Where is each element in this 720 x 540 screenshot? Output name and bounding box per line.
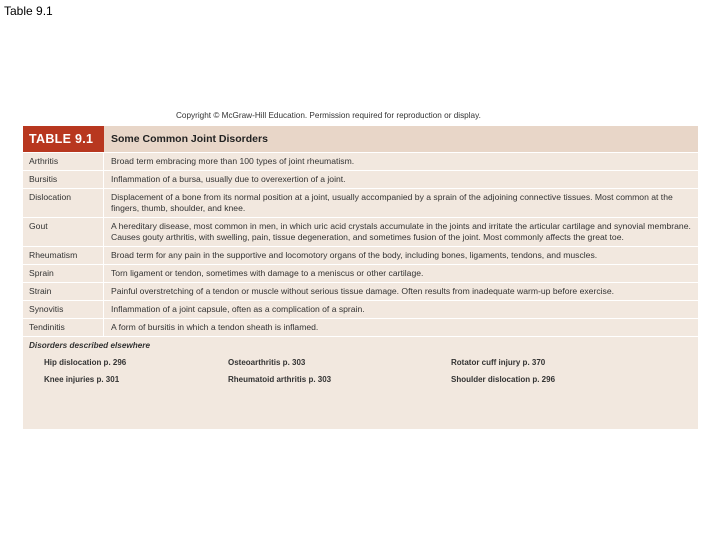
disorder-definition: Painful overstretching of a tendon or muscle without serious tissue damage. Often results from inadequate warm-up before exercise. [111, 286, 614, 296]
disorder-definition: A hereditary disease, most common in men, in which uric acid crystals accumulate in the joints and irritate the articular cartilage and synovial membrane. Causes gouty arthritis, with swelling, pain, tissue degeneration, and sometimes fusion of the joint. Most commonly affects the great toe. [111, 221, 691, 242]
disorder-term: Synovitis [23, 301, 104, 318]
table-row [23, 217, 698, 246]
disorder-term: Dislocation [23, 189, 104, 217]
xref-item: Hip dislocation p. 296 [44, 358, 127, 367]
table-row [23, 170, 698, 188]
xref-item: Shoulder dislocation p. 296 [451, 375, 556, 384]
table-row [23, 246, 698, 264]
disorder-definition: Torn ligament or tendon, sometimes with damage to a meniscus or other cartilage. [111, 268, 424, 278]
xref-item: Rheumatoid arthritis p. 303 [228, 375, 332, 384]
disorder-term: Bursitis [23, 171, 104, 188]
disorder-definition: Broad term embracing more than 100 types of joint rheumatism. [111, 156, 355, 166]
joint-disorders-table [23, 126, 698, 429]
disorder-definition: Broad term for any pain in the supportive and locomotory organs of the body, including bones, ligaments, tendons, and muscles. [111, 250, 598, 260]
elsewhere-label: Disorders described elsewhere [23, 336, 698, 354]
disorder-term: Arthritis [23, 153, 104, 170]
disorder-term: Tendinitis [23, 319, 104, 336]
copyright-notice: Copyright © McGraw-Hill Education. Permission required for reproduction or display. [176, 111, 481, 120]
table-row [23, 188, 698, 217]
disorder-definition: A form of bursitis in which a tendon sheath is inflamed. [111, 322, 319, 332]
elsewhere-references [23, 354, 698, 384]
disorder-definition: Inflammation of a joint capsule, often as a complication of a sprain. [111, 304, 365, 314]
disorder-term: Gout [23, 218, 104, 246]
table-header [23, 126, 698, 152]
table-row [23, 264, 698, 282]
table-row [23, 300, 698, 318]
xref-item: Rotator cuff injury p. 370 [451, 358, 546, 367]
table-title: Some Common Joint Disorders [111, 133, 268, 145]
table-row [23, 282, 698, 300]
xref-item: Knee injuries p. 301 [44, 375, 120, 384]
table-number: TABLE 9.1 [23, 126, 104, 152]
table-row [23, 318, 698, 336]
disorder-term: Rheumatism [23, 247, 104, 264]
disorder-definition: Displacement of a bone from its normal position at a joint, usually accompanied by a sprain of the adjoining connective tissues. Most common at the fingers, thumb, shoulder, and knee. [111, 192, 673, 213]
disorder-term: Sprain [23, 265, 104, 282]
disorder-definition: Inflammation of a bursa, usually due to overexertion of a joint. [111, 174, 346, 184]
xref-item: Osteoarthritis p. 303 [228, 358, 306, 367]
slide-title: Table 9.1 [4, 4, 53, 18]
disorder-term: Strain [23, 283, 104, 300]
table-row [23, 152, 698, 170]
